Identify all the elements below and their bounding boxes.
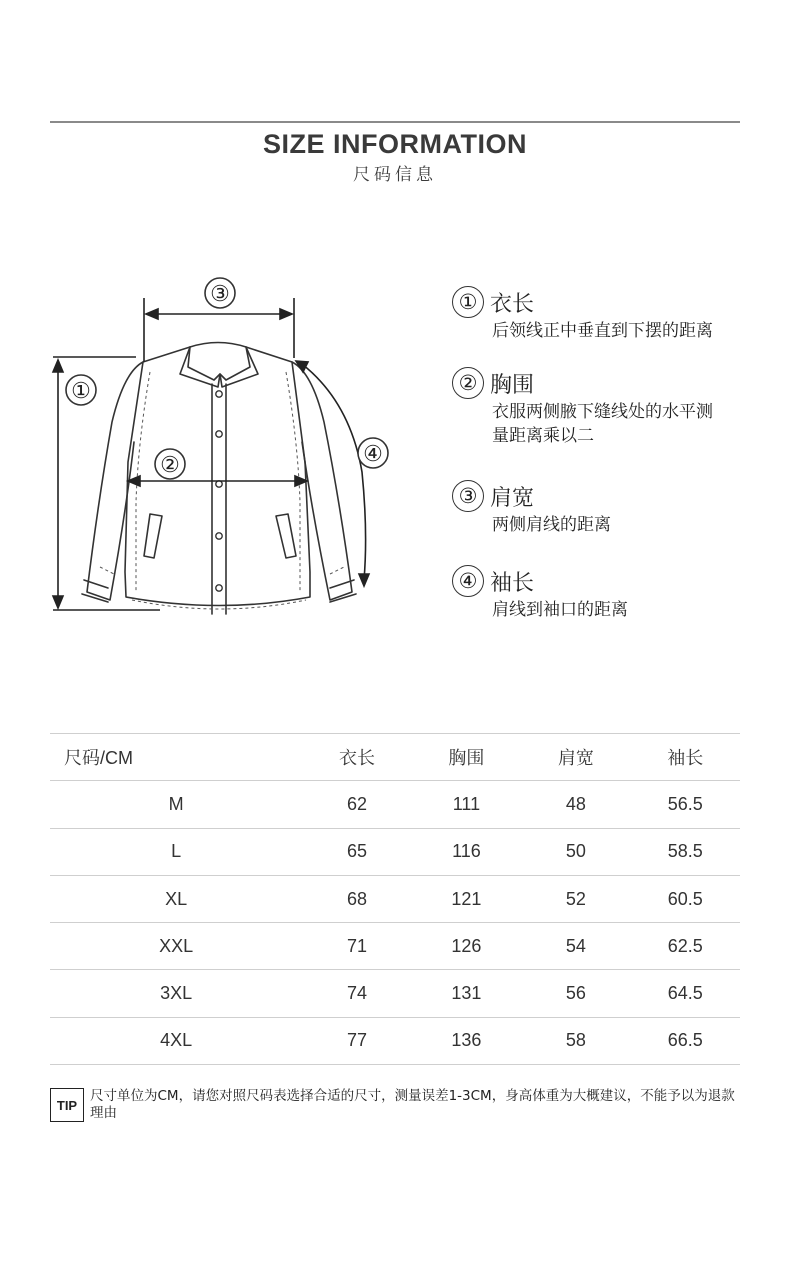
measure-desc: 量距离乘以二 xyxy=(492,426,594,446)
table-cell: 65 xyxy=(346,841,367,862)
table-row xyxy=(50,828,740,875)
measure-item-length xyxy=(452,285,762,343)
tip-note xyxy=(50,1088,745,1122)
table-row xyxy=(50,970,740,1017)
table-row xyxy=(50,781,740,828)
measure-name: 袖长 xyxy=(490,570,535,596)
measure-desc: 两侧肩线的距离 xyxy=(492,515,611,535)
number-badge: ④ xyxy=(452,565,484,597)
shirt-diagram xyxy=(40,262,420,632)
table-cell: 77 xyxy=(346,1030,367,1051)
table-cell: 71 xyxy=(346,935,367,956)
number-badge: ② xyxy=(452,367,484,399)
table-header-row xyxy=(50,734,740,781)
table-cell: 60.5 xyxy=(667,888,703,909)
table-cell: 56.5 xyxy=(667,793,703,814)
column-header: 衣长 xyxy=(338,748,375,769)
marker-3: ③ xyxy=(210,281,230,306)
table-cell: 50 xyxy=(565,841,586,862)
table-cell: XXL xyxy=(159,935,194,956)
table-cell: 58 xyxy=(565,1030,586,1051)
tip-text: 尺寸单位为CM，请您对照尺码表选择合适的尺寸，测量误差1-3CM，身高体重为大概建议，不能予以为退款理由 xyxy=(90,1088,735,1121)
column-header: 尺码/CM xyxy=(64,748,133,769)
measure-name: 肩宽 xyxy=(490,485,535,511)
table-cell: M xyxy=(168,793,184,814)
page-subtitle: 尺码信息 xyxy=(353,165,437,185)
page-title: SIZE INFORMATION xyxy=(263,129,527,159)
measure-name: 衣长 xyxy=(490,291,535,317)
marker-4: ④ xyxy=(363,441,383,466)
top-divider xyxy=(50,121,740,123)
measure-desc: 肩线到袖口的距离 xyxy=(492,600,628,620)
table-cell: 3XL xyxy=(160,983,193,1004)
table-cell: 52 xyxy=(565,888,586,909)
number-badge: ③ xyxy=(452,480,484,512)
table-cell: 74 xyxy=(346,983,367,1004)
measure-item-chest xyxy=(452,366,762,448)
measure-item-shoulder xyxy=(452,479,762,537)
table-row xyxy=(50,1017,740,1064)
number-badge: ① xyxy=(452,286,484,318)
table-cell: 4XL xyxy=(160,1030,193,1051)
table-cell: 121 xyxy=(451,888,482,909)
marker-2: ② xyxy=(160,452,180,477)
shirt-collar xyxy=(188,343,250,381)
table-cell: XL xyxy=(165,888,188,909)
table-cell: 64.5 xyxy=(667,983,703,1004)
table-cell: 48 xyxy=(565,793,586,814)
table-cell: 136 xyxy=(451,1030,482,1051)
marker-1: ① xyxy=(71,378,91,403)
measure-name: 胸围 xyxy=(490,372,535,398)
measure-desc: 后领线正中垂直到下摆的距离 xyxy=(492,321,713,341)
table-cell: 62 xyxy=(346,793,367,814)
table-cell: L xyxy=(171,841,182,862)
column-header: 袖长 xyxy=(667,748,704,769)
column-header: 肩宽 xyxy=(557,748,594,769)
table-row xyxy=(50,923,740,970)
tip-badge: TIP xyxy=(50,1088,84,1122)
table-cell: 62.5 xyxy=(667,935,703,956)
table-cell: 111 xyxy=(452,793,481,814)
table-cell: 58.5 xyxy=(667,841,703,862)
table-cell: 54 xyxy=(565,935,586,956)
table-cell: 131 xyxy=(451,983,482,1004)
table-cell: 116 xyxy=(452,841,481,862)
measure-desc: 衣服两侧腋下缝线处的水平测 xyxy=(492,402,713,422)
table-cell: 68 xyxy=(346,888,367,909)
column-header: 胸围 xyxy=(448,748,485,769)
table-cell: 66.5 xyxy=(667,1030,703,1051)
size-table xyxy=(50,733,740,1065)
table-cell: 56 xyxy=(565,983,586,1004)
table-cell: 126 xyxy=(451,935,482,956)
table-row xyxy=(50,875,740,922)
measure-item-sleeve xyxy=(452,564,762,622)
